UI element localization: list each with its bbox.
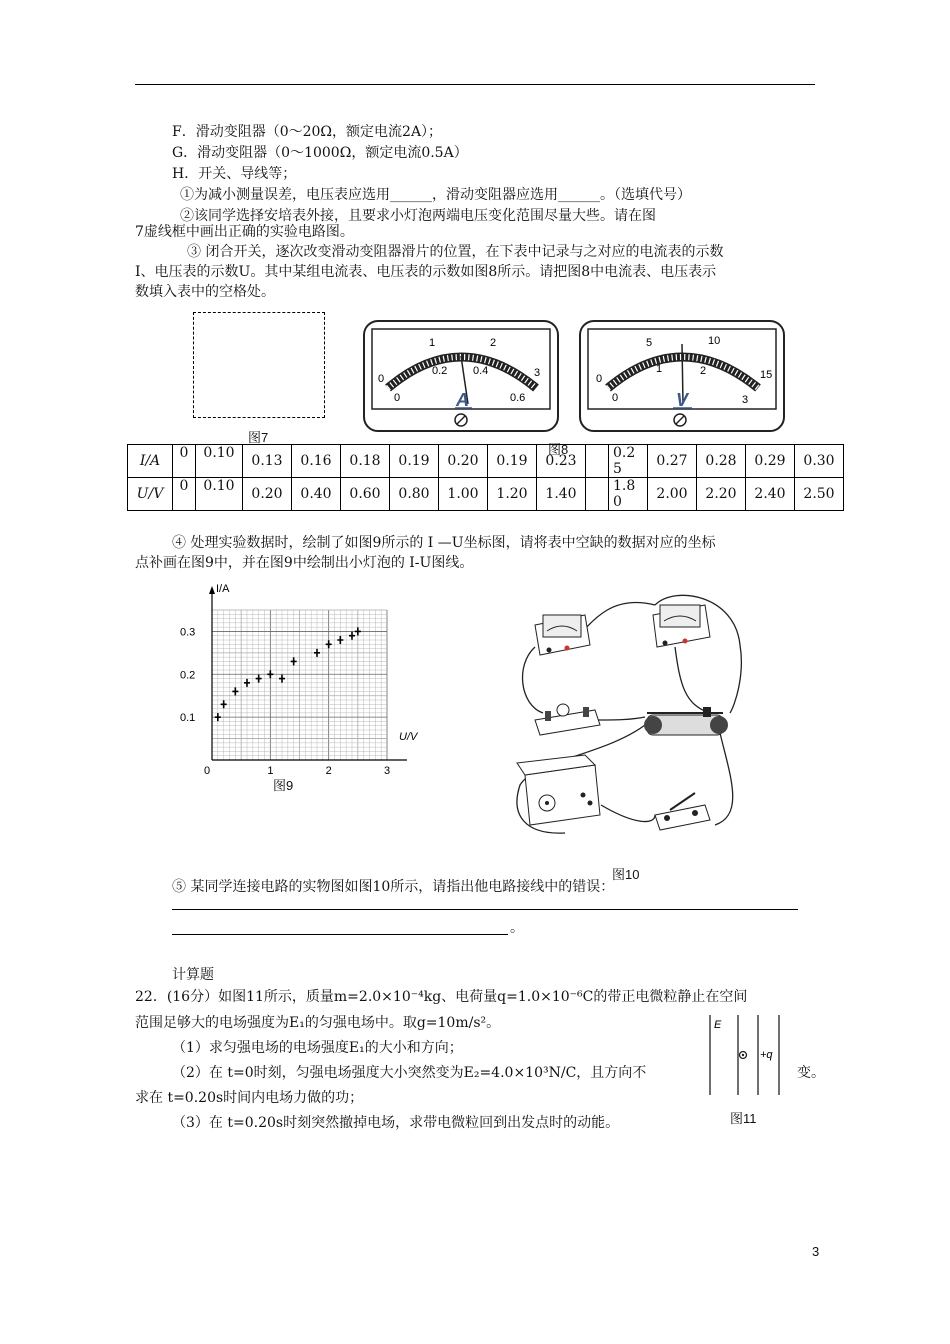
power-supply — [517, 755, 600, 825]
y-axis-arrow — [209, 586, 215, 594]
section-title: 计算题 — [172, 967, 214, 983]
figure-8-caption: 图8 — [548, 442, 569, 457]
switch — [655, 793, 710, 830]
voltmeter — [580, 321, 784, 431]
table-cell: 0.60 — [341, 478, 390, 511]
figure-11-field — [700, 1010, 790, 1100]
voltmeter-device — [653, 605, 710, 647]
table-cell: 1.8 0 — [609, 478, 648, 511]
question-4-cont: 点补画在图9中，并在图9中绘制出小灯泡的 I-U图线。 — [135, 555, 474, 571]
option-g: G．滑动变阻器（0～1000Ω，额定电流0.5A） — [172, 145, 468, 161]
data-point — [244, 679, 250, 687]
ammeter-top-1: 1 — [429, 337, 436, 349]
table-cell: 0.80 — [390, 478, 439, 511]
table-blank-u — [586, 478, 609, 511]
y-axis-label: I/A — [216, 583, 230, 595]
option-h: H．开关、导线等； — [172, 166, 297, 182]
question-3-cont2: 数填入表中的空格处。 — [135, 284, 275, 300]
table-cell: 0.2 5 — [609, 445, 648, 478]
table-cell: 0.16 — [292, 445, 341, 478]
ammeter-top-2: 2 — [490, 337, 497, 349]
voltmeter-left: 0 — [596, 373, 603, 385]
ammeter-inner-right: 0.6 — [510, 392, 526, 404]
figure-7-caption: 图7 — [248, 430, 269, 445]
page-number: 3 — [812, 1244, 820, 1259]
option-f: F．滑动变阻器（0～20Ω，额定电流2A）； — [172, 124, 443, 140]
table-cell: 2.50 — [795, 478, 844, 511]
figure-11-caption: 图11 — [730, 1111, 757, 1126]
ammeter-left: 0 — [378, 373, 385, 385]
question-4: ④ 处理实验数据时，绘制了如图9所示的 I —U坐标图，请将表中空缺的数据对应的坐标 — [172, 535, 716, 551]
voltmeter-top-5: 5 — [646, 337, 653, 349]
table-cell: 1.00 — [439, 478, 488, 511]
charge-label: +q — [760, 1049, 773, 1061]
table-cell: 0.27 — [648, 445, 697, 478]
x-tick-label: 3 — [384, 765, 391, 777]
figure-9-chart — [170, 580, 430, 780]
table-cell: 1.20 — [488, 478, 537, 511]
table-cell: 0.19 — [390, 445, 439, 478]
question-1: ①为减小测量误差，电压表应选用______，滑动变阻器应选用______。（选填代号） — [180, 187, 691, 203]
table-cell: 0.30 — [795, 445, 844, 478]
voltmeter-symbol: V — [676, 390, 689, 410]
table-cell: 0.10 — [196, 478, 243, 511]
y-tick-label: 0.2 — [180, 669, 196, 682]
header-rule — [135, 84, 815, 85]
problem-22-part2-cont: 求在 t=0.20s时间内电场力做的功； — [135, 1090, 364, 1106]
data-table — [127, 444, 844, 511]
ammeter — [364, 321, 558, 431]
data-point — [355, 627, 361, 635]
question-3-cont: I、电压表的示数U。其中某组电流表、电压表的示数如图8所示。请把图8中电流表、电压表示 — [135, 264, 717, 280]
table-row-voltage — [128, 478, 844, 511]
voltmeter-mid-2: 2 — [700, 365, 707, 377]
figure-10-caption: 图10 — [612, 867, 640, 882]
voltmeter-mid-1: 1 — [656, 363, 663, 375]
problem-22-part2: （2）在 t=0时刻，匀强电场强度大小突然变为E₂=4.0×10³N/C，且方向不 — [172, 1065, 647, 1081]
table-cell: 2.40 — [746, 478, 795, 511]
table-cell: 2.20 — [697, 478, 746, 511]
figure-10-apparatus — [505, 585, 750, 865]
data-point — [326, 640, 332, 648]
question-2-cont: 7虚线框中画出正确的实验电路图。 — [135, 224, 354, 240]
data-point — [314, 649, 320, 657]
figure-7-box — [193, 312, 325, 418]
data-point — [291, 657, 297, 665]
problem-22-part1: （1）求匀强电场的电场强度E₁的大小和方向； — [172, 1040, 463, 1056]
problem-22-part2-tail: 变。 — [797, 1065, 825, 1081]
voltmeter-inner-right: 3 — [742, 394, 749, 406]
table-cell: 0.40 — [292, 478, 341, 511]
table-cell: 0.29 — [746, 445, 795, 478]
ammeter-mid-2: 0.4 — [473, 365, 489, 377]
answer-line-end: 。 — [510, 920, 524, 936]
table-cell: 0.20 — [439, 445, 488, 478]
table-cell: 0.13 — [243, 445, 292, 478]
data-point — [232, 687, 238, 695]
question-5: ⑤ 某同学连接电路的实物图如图10所示，请指出他电路接线中的错误： — [172, 879, 615, 895]
ammeter-device — [535, 615, 590, 655]
ammeter-symbol: A — [456, 390, 469, 410]
table-cell: 2.00 — [648, 478, 697, 511]
question-2: ②该同学选择安培表外接，且要求小灯泡两端电压变化范围尽量大些。请在图 — [180, 208, 656, 224]
table-row-current — [128, 445, 844, 478]
rheostat — [644, 707, 728, 735]
x-tick-label: 0 — [204, 765, 211, 777]
data-point — [267, 670, 273, 678]
table-cell: 0.20 — [243, 478, 292, 511]
voltmeter-inner-left: 0 — [612, 392, 619, 404]
voltmeter-top-10: 10 — [708, 335, 721, 347]
data-point — [215, 713, 221, 721]
ammeter-mid-1: 0.2 — [432, 365, 448, 377]
x-tick-label: 2 — [325, 765, 332, 777]
table-cell: 0.18 — [341, 445, 390, 478]
table-label-u: U/V — [128, 478, 173, 511]
table-cell: 0.10 — [196, 445, 243, 478]
table-blank-i — [586, 445, 609, 478]
voltmeter-right: 15 — [760, 369, 773, 381]
problem-22-part3: （3）在 t=0.20s时刻突然撤掉电场，求带电微粒回到出发点时的动能。 — [172, 1115, 620, 1131]
x-axis-label: U/V — [399, 731, 418, 743]
ammeter-right: 3 — [534, 367, 541, 379]
data-point — [349, 632, 355, 640]
lamp-holder — [535, 704, 600, 735]
figure-8-meters — [360, 318, 790, 438]
answer-line-1 — [172, 909, 798, 910]
data-point — [337, 636, 343, 644]
data-point — [221, 700, 227, 708]
table-cell: 0.23 — [537, 445, 586, 478]
question-3: ③ 闭合开关，逐次改变滑动变阻器滑片的位置，在下表中记录与之对应的电流表的示数 — [187, 244, 724, 260]
table-cell: 0 — [173, 445, 196, 478]
data-point — [256, 675, 262, 683]
table-cell: 0.28 — [697, 445, 746, 478]
ammeter-inner-left: 0 — [394, 392, 401, 404]
x-tick-label: 1 — [267, 765, 274, 777]
y-tick-label: 0.3 — [180, 626, 196, 639]
table-label-i: I/A — [128, 445, 173, 478]
table-cell: 0 — [173, 478, 196, 511]
y-tick-label: 0.1 — [180, 712, 196, 725]
problem-22: 22．(16分）如图11所示，质量m=2.0×10⁻⁴kg、电荷量q=1.0×10⁻⁶C的带正电微粒静止在空间 — [135, 989, 748, 1005]
problem-22-cont: 范围足够大的电场强度为E₁的匀强电场中。取g=10m/s²。 — [135, 1015, 501, 1031]
data-point — [279, 675, 285, 683]
field-label-e: E — [714, 1019, 722, 1031]
table-cell: 0.19 — [488, 445, 537, 478]
table-cell: 1.40 — [537, 478, 586, 511]
figure-9-caption: 图9 — [273, 778, 294, 793]
answer-line-2 — [172, 934, 508, 935]
